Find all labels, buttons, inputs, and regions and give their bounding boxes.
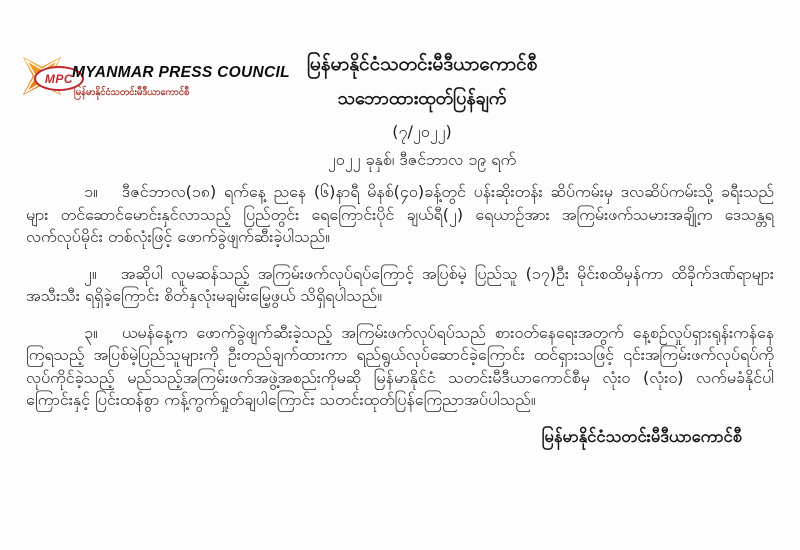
paragraph-1-number: ၁။	[84, 182, 98, 201]
paragraph-3	[26, 322, 774, 412]
paragraph-1	[26, 181, 774, 249]
statement-body	[26, 181, 774, 448]
paragraph-2-text: အဆိုပါ လူမဆန်သည့် အကြမ်းဖက်လုပ်ရပ်ကြောင့် အပြစ်မဲ့ ပြည်သူ (၁၇)ဦး မိုင်းစထိမှန်ကာ ထိခိုက်ဒဏ်ရာများ အသီးသီး ရရှိခဲ့ကြောင်း စိတ်နှလုံးမချမ်းမြေ့ဖွယ် သိရှိရပါသည်။	[26, 263, 774, 305]
statement-date: ၂၀၂၂ ခုနှစ်၊ ဒီဇင်ဘာလ ၁၉ ရက်	[327, 150, 517, 169]
document-header	[0, 0, 800, 170]
paragraph-2-number: ၂။	[84, 263, 97, 283]
paragraph-3-text: ယမန်နေ့က ဖောက်ခွဲဖျက်ဆီးခဲ့သည့် အကြမ်းဖက်လုပ်ရပ်သည် စားဝတ်နေရေးအတွက် နေ့စဉ်လှုပ်ရှားရုန်းကန်နေကြရသည့် အပြစ်မဲ့ပြည်သူများကို ဦးတည်ချက်ထားကာ ရည်ရွယ်လုပ်ဆောင်ခဲ့ကြောင်း ထင်ရှားသဖြင့် ၎င်းအကြမ်းဖက်လုပ်ရပ်ကို လုပ်ကိုင်ခဲ့သည့် မည်သည့်အကြမ်းဖက်အဖွဲ့အစည်းကိုမဆို မြန်မာနိုင်ငံ သတင်းမီဒီယာကောင်စီမှ လုံးဝ (လုံးဝ) လက်မခံနိုင်ပါကြောင်းနှင့် ပြင်းထန်စွာ ကန့်ကွက်ရှုတ်ချပါကြောင်း သတင်းထုတ်ပြန်ကြေညာအပ်ပါသည်။	[26, 322, 774, 409]
mpc-logo	[14, 48, 288, 108]
logo-burmese-name: မြန်မာနိုင်ငံသတင်းမီဒီယာကောင်စီ	[74, 87, 190, 98]
council-title: မြန်မာနိုင်ငံသတင်းမီဒီယာကောင်စီ	[306, 53, 538, 75]
paragraph-2	[26, 263, 774, 308]
paragraph-3-number: ၃။	[84, 322, 98, 342]
statement-reference-number: (၇/၂၀၂၂)	[392, 122, 452, 141]
signature-line: မြန်မာနိုင်ငံသတင်းမီဒီယာကောင်စီ	[541, 426, 742, 446]
statement-title: သဘောထားထုတ်ပြန်ချက်	[337, 88, 507, 109]
logo-english-name: MYANMAR PRESS COUNCIL	[72, 64, 290, 81]
mpc-acronym-label: MPC	[44, 71, 74, 86]
paragraph-1-text: ဒီဇင်ဘာလ(၁၈) ရက်နေ့ ညနေ (၆)နာရီ မိနစ်(၄၀)ခန့်တွင် ပန်းဆိုးတန်း ဆိပ်ကမ်းမှ ဒလဆိပ်ကမ်းသို့ ခရီးသည်များ တင်ဆောင်မောင်းနှင်လာသည့် ပြည်တွင်း ရေကြောင်းပိုင် ချယ်ရီ(၂) ရေယာဉ်အား အကြမ်းဖက်သမားအချို့က ဒေသန္တရလက်လုပ်မိုင်း တစ်လုံးဖြင့် ဖောက်ခွဲဖျက်ဆီးခဲ့ပါသည်။	[26, 182, 774, 246]
